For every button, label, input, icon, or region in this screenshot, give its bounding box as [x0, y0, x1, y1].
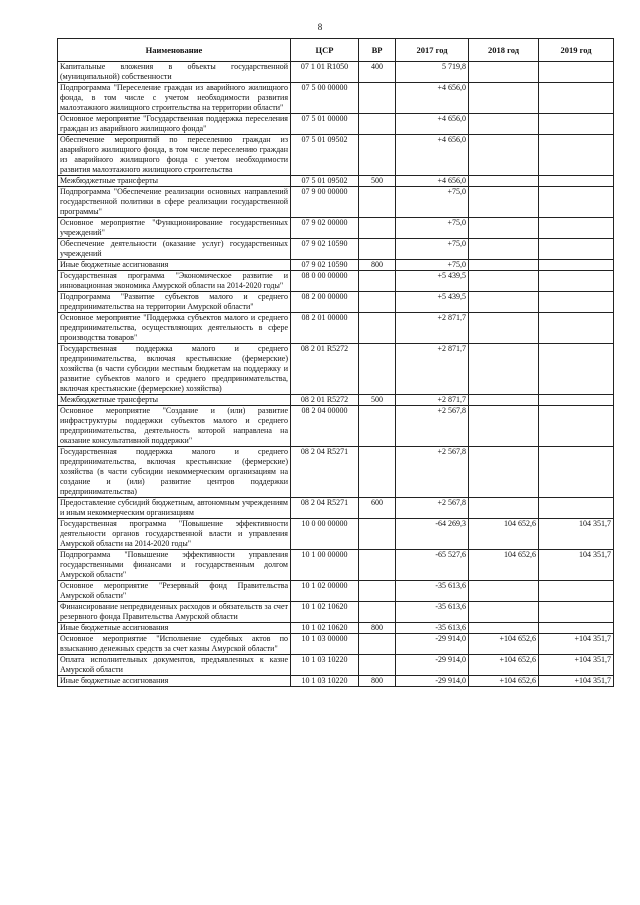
row-vr [359, 114, 396, 135]
row-csr: 08 2 04 00000 [291, 406, 359, 447]
row-name: Основное мероприятие "Резервный фонд Правительства Амурской области" [58, 581, 291, 602]
table-row [58, 406, 614, 447]
row-name: Подпрограмма "Переселение граждан из аварийного жилищного фонда, в том числе с учетом необходимости развития малоэтажного жилищного строительства на территории области" [58, 83, 291, 114]
row-2019 [539, 114, 614, 135]
row-csr: 10 1 02 10620 [291, 602, 359, 623]
table-row [58, 519, 614, 550]
row-2018: 104 652,6 [469, 550, 539, 581]
row-2017: -29 914,0 [396, 676, 469, 687]
row-name: Предоставление субсидий бюджетным, автономным учреждениям и иным некоммерческим организациям [58, 498, 291, 519]
row-2019: 104 351,7 [539, 550, 614, 581]
row-csr: 10 1 03 10220 [291, 676, 359, 687]
row-2018 [469, 114, 539, 135]
row-csr: 08 2 01 R5272 [291, 344, 359, 395]
header-2019: 2019 год [539, 39, 614, 62]
row-2018 [469, 260, 539, 271]
row-2017: +4 656,0 [396, 114, 469, 135]
row-2019: +104 351,7 [539, 676, 614, 687]
row-2019 [539, 239, 614, 260]
row-name: Основное мероприятие "Поддержка субъектов малого и среднего предпринимательства, осуществляющих деятельность в сфере производства товаров" [58, 313, 291, 344]
row-csr: 08 2 04 R5271 [291, 447, 359, 498]
row-2017: -29 914,0 [396, 655, 469, 676]
row-2018 [469, 406, 539, 447]
row-2019 [539, 602, 614, 623]
row-2019 [539, 176, 614, 187]
row-vr [359, 218, 396, 239]
row-2019 [539, 447, 614, 498]
row-vr [359, 239, 396, 260]
row-csr: 10 1 03 00000 [291, 634, 359, 655]
table-row [58, 313, 614, 344]
row-2017: 5 719,8 [396, 62, 469, 83]
table-row [58, 62, 614, 83]
row-2018: +104 652,6 [469, 634, 539, 655]
row-csr: 08 2 01 R5272 [291, 395, 359, 406]
table-row [58, 634, 614, 655]
table-row [58, 114, 614, 135]
table-row [58, 344, 614, 395]
row-2017: +4 656,0 [396, 135, 469, 176]
header-name: Наименование [58, 39, 291, 62]
row-2018: +104 652,6 [469, 676, 539, 687]
row-2019 [539, 135, 614, 176]
row-2017: -35 613,6 [396, 581, 469, 602]
row-csr: 07 9 02 00000 [291, 218, 359, 239]
row-2019 [539, 271, 614, 292]
row-vr: 500 [359, 395, 396, 406]
row-name: Обеспечение деятельности (оказание услуг) государственных учреждений [58, 239, 291, 260]
row-2019 [539, 62, 614, 83]
table-row [58, 623, 614, 634]
row-vr [359, 135, 396, 176]
row-2019 [539, 260, 614, 271]
row-csr: 10 1 00 00000 [291, 550, 359, 581]
row-vr [359, 519, 396, 550]
row-2018 [469, 83, 539, 114]
budget-table [57, 38, 614, 687]
table-header-row [58, 39, 614, 62]
row-csr: 08 0 00 00000 [291, 271, 359, 292]
row-2019 [539, 395, 614, 406]
row-2017: +75,0 [396, 260, 469, 271]
row-2017: +5 439,5 [396, 271, 469, 292]
header-2017: 2017 год [396, 39, 469, 62]
row-2018 [469, 447, 539, 498]
row-2017: +75,0 [396, 239, 469, 260]
table-row [58, 292, 614, 313]
row-csr: 07 9 02 10590 [291, 239, 359, 260]
row-vr [359, 447, 396, 498]
row-2018 [469, 187, 539, 218]
row-2019: +104 351,7 [539, 655, 614, 676]
table-row [58, 602, 614, 623]
table-row [58, 83, 614, 114]
header-vr: ВР [359, 39, 396, 62]
table-row [58, 176, 614, 187]
row-2017: +2 871,7 [396, 344, 469, 395]
row-csr: 07 1 01 R1050 [291, 62, 359, 83]
header-2018: 2018 год [469, 39, 539, 62]
row-vr [359, 271, 396, 292]
row-name: Подпрограмма "Повышение эффективности управления государственными финансами и государственным долгом Амурской области" [58, 550, 291, 581]
row-2018 [469, 239, 539, 260]
row-2019 [539, 581, 614, 602]
row-2017: +2 567,8 [396, 406, 469, 447]
row-vr: 800 [359, 260, 396, 271]
row-csr: 07 9 00 00000 [291, 187, 359, 218]
row-2017: +2 567,8 [396, 498, 469, 519]
row-name: Межбюджетные трансферты [58, 176, 291, 187]
row-2018: +104 652,6 [469, 655, 539, 676]
row-vr [359, 187, 396, 218]
row-vr [359, 406, 396, 447]
row-csr: 10 1 02 00000 [291, 581, 359, 602]
row-name: Капитальные вложения в объекты государственной (муниципальной) собственности [58, 62, 291, 83]
row-vr [359, 292, 396, 313]
row-csr: 08 2 00 00000 [291, 292, 359, 313]
row-2019 [539, 313, 614, 344]
row-csr: 10 0 00 00000 [291, 519, 359, 550]
row-2018 [469, 395, 539, 406]
row-2018 [469, 602, 539, 623]
table-row [58, 187, 614, 218]
row-vr: 600 [359, 498, 396, 519]
table-row [58, 135, 614, 176]
table-row [58, 581, 614, 602]
row-name: Иные бюджетные ассигнования [58, 623, 291, 634]
row-2017: +2 567,8 [396, 447, 469, 498]
row-2019 [539, 406, 614, 447]
row-2018 [469, 313, 539, 344]
row-2019 [539, 623, 614, 634]
page-number: 8 [317, 22, 323, 32]
table-row [58, 239, 614, 260]
row-name: Основное мероприятие "Создание и (или) развитие инфраструктуры поддержки субъектов малого и среднего предпринимательства, деятельность которой направлена на оказание консультативной поддержки" [58, 406, 291, 447]
row-name: Основное мероприятие "Функционирование государственных учреждений" [58, 218, 291, 239]
row-vr [359, 581, 396, 602]
row-csr: 07 5 01 00000 [291, 114, 359, 135]
table-row [58, 447, 614, 498]
row-2017: +2 871,7 [396, 395, 469, 406]
row-2017: +2 871,7 [396, 313, 469, 344]
row-name: Подпрограмма "Обеспечение реализации основных направлений государственной политики в сфере реализации государственной программы" [58, 187, 291, 218]
row-2018 [469, 292, 539, 313]
row-vr [359, 344, 396, 395]
row-2019 [539, 187, 614, 218]
table-row [58, 550, 614, 581]
table-row [58, 260, 614, 271]
row-csr: 08 2 01 00000 [291, 313, 359, 344]
row-name: Оплата исполнительных документов, предъявленных к казне Амурской области [58, 655, 291, 676]
row-csr: 08 2 04 R5271 [291, 498, 359, 519]
row-name: Подпрограмма "Развитие субъектов малого и среднего предпринимательства на территории Амурской области" [58, 292, 291, 313]
row-2018 [469, 271, 539, 292]
row-2017: -65 527,6 [396, 550, 469, 581]
row-2017: -29 914,0 [396, 634, 469, 655]
row-2019 [539, 498, 614, 519]
row-2019 [539, 83, 614, 114]
header-csr: ЦСР [291, 39, 359, 62]
row-name: Государственная программа "Экономическое развитие и инновационная экономика Амурской области на 2014-2020 годы" [58, 271, 291, 292]
row-2018 [469, 581, 539, 602]
row-name: Государственная поддержка малого и среднего предпринимательства, включая крестьянские (фермерские) хозяйства (в части субсидии некоммерческим организациям на создание и (или) развитие центров поддержки предпринимательства) [58, 447, 291, 498]
row-2018 [469, 135, 539, 176]
row-name: Основное мероприятие "Государственная поддержка переселения граждан из аварийного жилищного фонда" [58, 114, 291, 135]
table-body [58, 62, 614, 687]
row-name: Государственная программа "Повышение эффективности деятельности органов государственной власти и управления Амурской области на 2014-2020 годы" [58, 519, 291, 550]
row-name: Основное мероприятие "Исполнение судебных актов по взысканию денежных средств за счет казны Амурской области" [58, 634, 291, 655]
row-vr [359, 602, 396, 623]
table-row [58, 655, 614, 676]
row-2017: -64 269,3 [396, 519, 469, 550]
row-2019 [539, 344, 614, 395]
row-2018: 104 652,6 [469, 519, 539, 550]
row-2017: -35 613,6 [396, 623, 469, 634]
row-vr: 400 [359, 62, 396, 83]
row-2019 [539, 218, 614, 239]
row-2017: +4 656,0 [396, 83, 469, 114]
row-name: Обеспечение мероприятий по переселению граждан из аварийного жилищного фонда, в том числе переселению граждан из аварийного жилищного фонда с учетом необходимости развития малоэтажного жилищного строительства [58, 135, 291, 176]
row-csr: 07 5 01 09502 [291, 176, 359, 187]
row-vr [359, 550, 396, 581]
row-vr [359, 634, 396, 655]
row-2018 [469, 344, 539, 395]
row-2019: 104 351,7 [539, 519, 614, 550]
row-2017: +5 439,5 [396, 292, 469, 313]
row-2018 [469, 498, 539, 519]
row-csr: 07 5 00 00000 [291, 83, 359, 114]
table-row [58, 395, 614, 406]
row-vr [359, 655, 396, 676]
row-2017: +75,0 [396, 187, 469, 218]
row-2018 [469, 62, 539, 83]
row-2019 [539, 292, 614, 313]
row-2017: +4 656,0 [396, 176, 469, 187]
row-csr: 10 1 02 10620 [291, 623, 359, 634]
row-2017: +75,0 [396, 218, 469, 239]
row-vr: 800 [359, 676, 396, 687]
row-name: Межбюджетные трансферты [58, 395, 291, 406]
row-vr [359, 313, 396, 344]
row-csr: 07 5 01 09502 [291, 135, 359, 176]
table-row [58, 676, 614, 687]
row-name: Государственная поддержка малого и среднего предпринимательства, включая крестьянские (фермерские) хозяйства (в части субсидии местным бюджетам на поддержку и развитие субъектов малого и среднего предпринимательства, включая крестьянские (фермерские) хозяйства) [58, 344, 291, 395]
row-csr: 07 9 02 10590 [291, 260, 359, 271]
row-name: Иные бюджетные ассигнования [58, 676, 291, 687]
row-vr: 500 [359, 176, 396, 187]
row-2018 [469, 623, 539, 634]
row-2017: -35 613,6 [396, 602, 469, 623]
row-vr [359, 83, 396, 114]
row-2019: +104 351,7 [539, 634, 614, 655]
row-name: Финансирование непредвиденных расходов и обязательств за счет резервного фонда Правительства Амурской области [58, 602, 291, 623]
table-row [58, 271, 614, 292]
table-row [58, 498, 614, 519]
table-row [58, 218, 614, 239]
row-csr: 10 1 03 10220 [291, 655, 359, 676]
row-2018 [469, 218, 539, 239]
row-2018 [469, 176, 539, 187]
row-vr: 800 [359, 623, 396, 634]
row-name: Иные бюджетные ассигнования [58, 260, 291, 271]
